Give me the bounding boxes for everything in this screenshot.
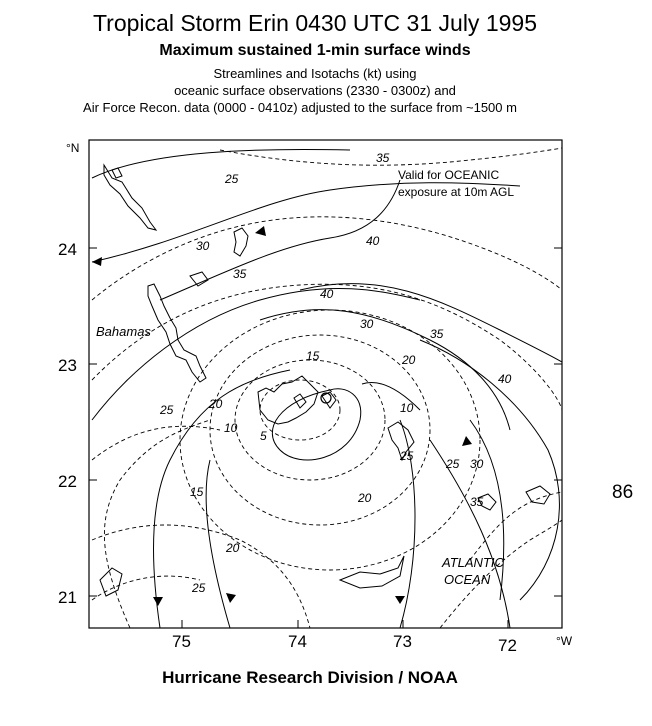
lat-tick-label: 23	[58, 356, 77, 375]
north-unit-label: °N	[66, 141, 80, 155]
isotach-label: 25	[192, 581, 206, 595]
lon-tick-label: 73	[393, 632, 412, 651]
isotach-label: 5	[260, 429, 267, 443]
isotach-label: 35	[376, 151, 390, 165]
isotach-label: 15	[306, 349, 320, 363]
lat-tick-label: 22	[58, 472, 77, 491]
map-subtitle: Maximum sustained 1-min surface winds	[159, 42, 471, 59]
lon-tick-label: 72	[498, 636, 517, 655]
isotach-label: 15	[190, 485, 204, 499]
isotach-label: 20	[358, 491, 372, 505]
lat-tick-label: 21	[58, 588, 77, 607]
validity-note-line-2: exposure at 10m AGL	[398, 185, 515, 199]
isotach-label: 10	[400, 401, 414, 415]
side-number: 86	[612, 482, 634, 503]
footer-credit: Hurricane Research Division / NOAA	[162, 668, 458, 687]
isotach-label: 30	[470, 457, 484, 471]
lat-tick-label: 24	[58, 240, 77, 259]
isotach-label: 10	[224, 421, 238, 435]
isotach-label: 20	[209, 397, 223, 411]
isotach-label: 35	[233, 267, 247, 281]
isotach-label: 25	[446, 457, 460, 471]
method-line-1: Streamlines and Isotachs (kt) using	[213, 66, 417, 81]
coastlines	[100, 165, 550, 596]
region-label-bahamas: Bahamas	[96, 324, 151, 339]
validity-note-line-1: Valid for OCEANIC	[398, 168, 500, 182]
lon-tick-label: 74	[288, 632, 307, 651]
region-label-ocean: OCEAN	[444, 572, 491, 587]
isotach-label: 40	[320, 287, 334, 301]
isotach-label: 35	[430, 327, 444, 341]
isotach-label: 30	[360, 317, 374, 331]
isotach-labels	[159, 151, 515, 595]
isotach-label: 30	[196, 239, 210, 253]
lat-axis	[89, 248, 562, 628]
map-title: Tropical Storm Erin 0430 UTC 31 July 1995	[92, 10, 537, 36]
isotach-label: 35	[470, 495, 484, 509]
isotach-label: 40	[366, 234, 380, 248]
region-label-atlantic: ATLANTIC	[442, 555, 504, 570]
isotach-label: 25	[225, 172, 239, 186]
isotach-label: 25	[400, 449, 414, 463]
method-line-2: oceanic surface observations (2330 - 0300z) and	[174, 83, 456, 98]
isotach-label: 25	[160, 403, 174, 417]
lon-tick-label: 75	[172, 632, 191, 651]
isotach-label: 20	[402, 353, 416, 367]
west-unit-label: °W	[556, 634, 573, 648]
isotach-label: 20	[226, 541, 240, 555]
streamline-arrows	[92, 226, 472, 606]
isotach-label: 40	[498, 372, 512, 386]
method-line-3: Air Force Recon. data (0000 - 0410z) adjusted to the surface from ~1500 m	[83, 100, 517, 115]
